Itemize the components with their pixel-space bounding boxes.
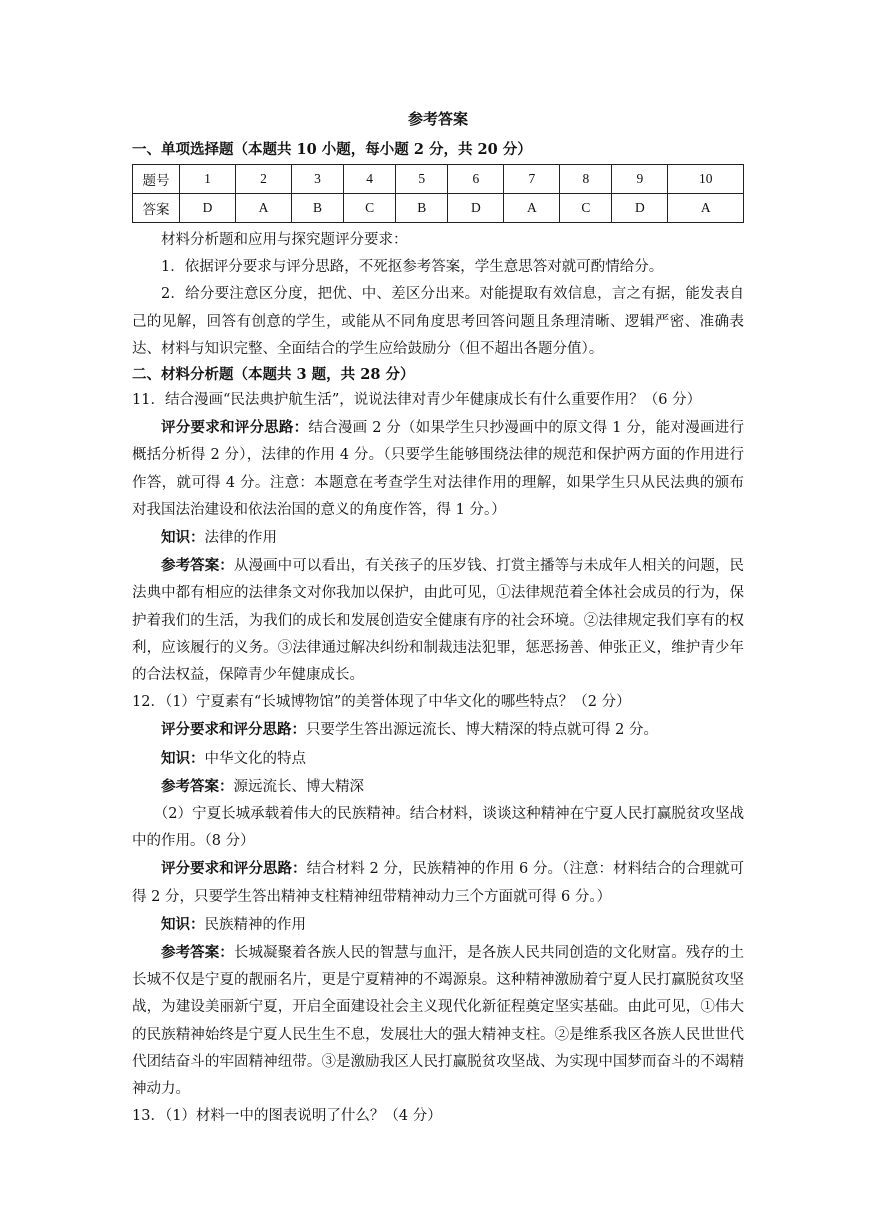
question-12-part-2: （2）宁夏长城承载着伟大的民族精神。结合材料，谈谈这种精神在宁夏人民打赢脱贫攻坚战中的作用。（8 分） [132, 806, 744, 850]
question-12-part-1: 12．（1）宁夏素有“长城博物馆”的美誉体现了中华文化的哪些特点？（2 分） [132, 694, 631, 711]
table-cell: A [668, 194, 744, 223]
table-cell: 3 [291, 165, 343, 194]
section-1-heading: 一、单项选择题（本题共 10 小题，每小题 2 分，共 20 分） [132, 141, 532, 158]
q12-2-knowledge [132, 911, 744, 939]
knowledge-label: 知识： [161, 749, 205, 767]
scoring-rule-1: 1．依据评分要求与评分思路，不死抠参考答案，学生意思答对就可酌情给分。 [161, 259, 664, 276]
table-row-answers [133, 194, 744, 223]
document-content [132, 108, 744, 1131]
row-label-answers: 答案 [133, 194, 180, 223]
q12-1-criteria-text: 只要学生答出源远流长、博大精深的特点就可得 2 分。 [306, 722, 658, 739]
q12-1-answer-text: 源远流长、博大精深 [233, 778, 364, 795]
criteria-label: 评分要求和评分思路： [161, 860, 307, 878]
answer-label: 参考答案： [161, 944, 234, 962]
question-13-part-1: 13．（1）材料一中的图表说明了什么？（4 分） [132, 1108, 442, 1125]
table-cell: 7 [504, 165, 560, 194]
table-cell: B [396, 194, 448, 223]
q11-answer [132, 552, 744, 689]
q11-criteria [132, 414, 744, 524]
q11-knowledge-text: 法律的作用 [204, 530, 277, 547]
table-cell: 1 [180, 165, 236, 194]
table-cell: C [560, 194, 612, 223]
table-cell: 6 [448, 165, 504, 194]
answer-label: 参考答案： [161, 777, 234, 795]
table-cell: 10 [668, 165, 744, 194]
q12-2-answer [132, 939, 744, 1103]
q12-2-answer-text: 长城凝聚着各族人民的智慧与血汗，是各族人民共同创造的文化财富。残存的土长城不仅是宁夏的靓丽名片，更是宁夏精神的不竭源泉。这种精神激励着宁夏人民打赢脱贫攻坚战，为建设美丽新宁夏，开启全面建设社会主义现代化新征程奠定坚实基础。由此可见，①伟大的民族精神始终是宁夏人民生生不息，发展壮大的强大精神支柱。②是维系我区各族人民世世代代团结奋斗的牢固精神纽带。③是激励我区人民打赢脱贫攻坚战、为实现中国梦而奋斗的不竭精神动力。 [132, 945, 745, 1098]
table-cell: 9 [612, 165, 668, 194]
q12-1-knowledge [132, 745, 744, 773]
table-cell: A [235, 194, 291, 223]
table-cell: 2 [235, 165, 291, 194]
table-cell: D [612, 194, 668, 223]
q12-2-knowledge-text: 民族精神的作用 [204, 916, 306, 933]
table-cell: C [344, 194, 396, 223]
scoring-intro: 材料分析题和应用与探究题评分要求： [161, 232, 408, 248]
q12-2-criteria [132, 855, 744, 910]
scoring-rule-2: 2．给分要注意区分度，把优、中、差区分出来。对能提取有效信息，言之有据，能发表自己的见解，回答有创意的学生，或能从不同角度思考回答问题且条理清晰、逻辑严密、准确表达、材料与知识完整、全面结合的学生应给鼓励分（但不超出各题分值）。 [132, 286, 744, 357]
answer-table [132, 164, 744, 223]
q11-answer-text: 从漫画中可以看出，有关孩子的压岁钱、打赏主播等与未成年人相关的问题，民法典中都有相应的法律条文对你我加以保护，由此可见，①法律规范着全体社会成员的行为，保护着我们的生活，为我们的成长和发展创造安全健康有序的社会环境。②法律规定我们享有的权利，应该履行的义务。③法律通过解决纠纷和制裁违法犯罪，惩恶扬善、伸张正义，维护青少年的合法权益，保障青少年健康成长。 [132, 558, 745, 684]
question-11: 11．结合漫画“民法典护航生活”，说说法律对青少年健康成长有什么重要作用？（6 分） [132, 392, 702, 409]
answer-label: 参考答案： [161, 557, 234, 575]
q12-1-criteria [132, 716, 744, 744]
table-cell: D [448, 194, 504, 223]
table-cell: D [180, 194, 236, 223]
q12-1-answer [132, 773, 744, 801]
knowledge-label: 知识： [161, 915, 205, 933]
table-cell: A [504, 194, 560, 223]
q12-1-knowledge-text: 中华文化的特点 [204, 750, 306, 767]
q11-criteria-text: 结合漫画 2 分（如果学生只抄漫画中的原文得 1 分，能对漫画进行概括分析得 2 分），法律的作用 4 分。（只要学生能够围绕法律的规范和保护两方面的作用进行作答，就可得 4 分。注意：本题意在考查学生对法律作用的理解，如果学生只从民法典的颁布对我国法治建设和依法治国的意义的角度作答，得 1 分。） [132, 420, 744, 518]
q12-2-criteria-text: 结合材料 2 分，民族精神的作用 6 分。（注意：材料结合的合理就可得 2 分，只要学生答出精神支柱精神纽带精神动力三个方面就可得 6 分。） [132, 861, 744, 905]
table-row-numbers [133, 165, 744, 194]
table-cell: 4 [344, 165, 396, 194]
page-title: 参考答案 [407, 110, 468, 128]
criteria-label: 评分要求和评分思路： [161, 721, 306, 739]
section-2-heading: 二、材料分析题（本题共 3 题，共 28 分） [132, 366, 415, 384]
q11-knowledge [132, 524, 744, 552]
table-cell: 8 [560, 165, 612, 194]
knowledge-label: 知识： [161, 529, 205, 547]
row-label-numbers: 题号 [133, 165, 180, 194]
table-cell: B [291, 194, 343, 223]
criteria-label: 评分要求和评分思路： [161, 419, 309, 437]
table-cell: 5 [396, 165, 448, 194]
